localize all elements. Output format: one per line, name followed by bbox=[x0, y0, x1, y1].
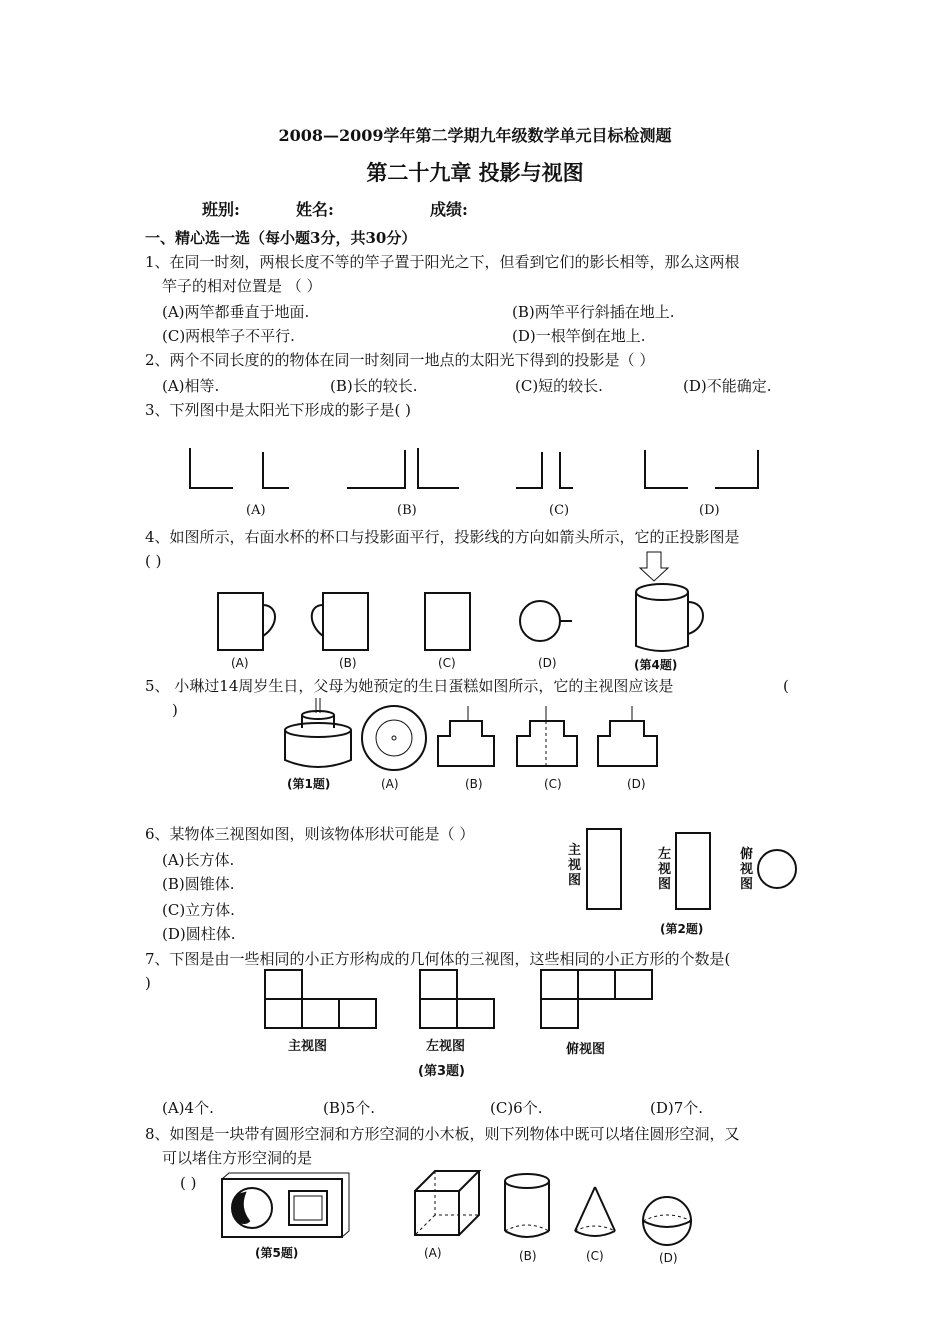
q8-figures bbox=[215, 1165, 725, 1250]
q4-figure-d bbox=[520, 601, 572, 641]
q8-figure-sphere bbox=[643, 1197, 691, 1245]
name-label: 姓名: bbox=[296, 200, 334, 219]
q4-stem-line1: 4、如图所示，右面水杯的杯口与投影面平行，投影线的方向如箭头所示，它的正投影图是 bbox=[145, 528, 740, 546]
q5-figure-cake bbox=[285, 698, 351, 767]
q4-cup-figures bbox=[210, 550, 710, 660]
q6-caption: (第2题) bbox=[660, 922, 704, 936]
q8-caption: (第5题) bbox=[255, 1246, 299, 1260]
q3-stem: 3、下列图中是太阳光下形成的影子是( ) bbox=[145, 401, 412, 419]
q5-label-a: (A) bbox=[381, 777, 399, 791]
q6-option-c: (C)立方体. bbox=[162, 901, 235, 919]
q4-figure-c bbox=[425, 593, 470, 650]
q7-option-c: (C)6个. bbox=[490, 1099, 543, 1117]
q5-stem-line1: 5、 小琳过14周岁生日，父母为她预定的生日蛋糕如图所示，它的主视图应该是 bbox=[145, 677, 674, 695]
q1-option-a: (A)两竿都垂直于地面. bbox=[162, 303, 310, 321]
q6-stem: 6、某物体三视图如图，则该物体形状可能是（ ） bbox=[145, 825, 475, 843]
q5-label-d: (D) bbox=[627, 777, 646, 791]
q4-label-d: (D) bbox=[538, 656, 557, 670]
q8-stem-line2: 可以堵住方形空洞的是 bbox=[162, 1149, 313, 1167]
q3-figure-d bbox=[645, 450, 758, 488]
q2-option-b: (B)长的较长. bbox=[330, 377, 418, 395]
section-heading: 一、精心选一选（每小题3分，共30分） bbox=[145, 229, 417, 247]
q8-label-d: (D) bbox=[659, 1251, 678, 1265]
q6-option-a: (A)长方体. bbox=[162, 851, 235, 869]
chapter-title: 第二十九章 投影与视图 bbox=[366, 160, 584, 185]
q1-option-b: (B)两竿平行斜插在地上. bbox=[512, 303, 675, 321]
q2-stem: 2、两个不同长度的的物体在同一时刻同一地点的太阳光下得到的投影是（ ） bbox=[145, 351, 655, 369]
q5-label-b: (B) bbox=[465, 777, 483, 791]
q3-figure-a bbox=[190, 448, 289, 488]
q6-top-view-label: 俯 视 图 bbox=[740, 847, 754, 892]
q6-option-b: (B)圆锥体. bbox=[162, 875, 235, 893]
q4-label-b: (B) bbox=[339, 656, 357, 670]
q6-left-view bbox=[676, 833, 710, 909]
q5-figure-c bbox=[517, 706, 577, 766]
q4-figure-cup bbox=[636, 552, 703, 651]
q7-stem-line2: ) bbox=[145, 974, 151, 992]
q7-stem-line1: 7、下图是由一些相同的小正方形构成的几何体的三视图，这些相同的小正方形的个数是( bbox=[145, 950, 731, 968]
q6-main-view-label: 主 视 图 bbox=[568, 843, 582, 888]
q7-caption: (第3题) bbox=[418, 1064, 465, 1079]
q7-main-view bbox=[265, 970, 376, 1028]
q1-stem-line1: 1、在同一时刻，两根长度不等的竿子置于阳光之下，但看到它们的影长相等，那么这两根 bbox=[145, 253, 740, 271]
q1-option-d: (D)一根竿倒在地上. bbox=[512, 327, 646, 345]
q3-label-c: (C) bbox=[549, 503, 570, 518]
q5-figure-a bbox=[362, 706, 426, 770]
q7-left-view-label: 左视图 bbox=[426, 1039, 466, 1054]
q8-label-c: (C) bbox=[586, 1249, 604, 1263]
q7-top-view-label: 俯视图 bbox=[566, 1042, 606, 1057]
q4-figure-b bbox=[312, 593, 368, 650]
q3-shadow-figures bbox=[180, 440, 780, 500]
q8-label-a: (A) bbox=[424, 1246, 442, 1260]
q8-figure-cylinder bbox=[505, 1174, 549, 1237]
q8-label-b: (B) bbox=[519, 1249, 537, 1263]
q2-option-c: (C)短的较长. bbox=[515, 377, 603, 395]
q3-label-b: (B) bbox=[397, 503, 417, 518]
q3-figure-c bbox=[516, 452, 573, 488]
q4-figure-a bbox=[218, 593, 275, 650]
q4-label-c: (C) bbox=[438, 656, 456, 670]
q7-three-views bbox=[260, 965, 660, 1035]
q7-option-d: (D)7个. bbox=[650, 1099, 704, 1117]
q1-option-c: (C)两根竿子不平行. bbox=[162, 327, 295, 345]
q4-caption: (第4题) bbox=[634, 658, 678, 672]
exam-title: 2008—2009学年第二学期九年级数学单元目标检测题 bbox=[278, 126, 672, 145]
q3-label-d: (D) bbox=[699, 503, 720, 518]
q7-option-a: (A)4个. bbox=[162, 1099, 214, 1117]
q8-figure-board bbox=[222, 1173, 349, 1237]
q5-stem-line2: ) bbox=[172, 701, 178, 719]
q5-cake-figures bbox=[280, 690, 680, 780]
q5-caption: (第1题) bbox=[287, 777, 331, 791]
q5-label-c: (C) bbox=[544, 777, 562, 791]
q8-figure-cube bbox=[415, 1171, 479, 1235]
q5-paren-open: ( bbox=[783, 677, 789, 695]
q6-main-view bbox=[587, 829, 621, 909]
score-label: 成绩: bbox=[430, 200, 468, 219]
q4-label-a: (A) bbox=[231, 656, 249, 670]
q8-stem-line1: 8、如图是一块带有圆形空洞和方形空洞的小木板，则下列物体中既可以堵住圆形空洞，又 bbox=[145, 1125, 740, 1143]
q6-option-d: (D)圆柱体. bbox=[162, 925, 236, 943]
q2-option-a: (A)相等. bbox=[162, 377, 220, 395]
q5-figure-d bbox=[598, 706, 657, 766]
class-label: 班别: bbox=[202, 200, 240, 219]
q7-left-view bbox=[420, 970, 494, 1028]
q4-stem-line2: ( ) bbox=[145, 552, 162, 570]
q8-answer-paren: ( ) bbox=[180, 1174, 197, 1192]
q7-top-view bbox=[541, 970, 652, 1028]
q8-figure-cone bbox=[575, 1187, 615, 1236]
q7-main-view-label: 主视图 bbox=[288, 1039, 328, 1054]
q2-option-d: (D)不能确定. bbox=[683, 377, 772, 395]
q1-stem-line2: 竿子的相对位置是 （ ） bbox=[162, 277, 322, 295]
q7-option-b: (B)5个. bbox=[323, 1099, 376, 1117]
q6-three-views bbox=[580, 825, 810, 915]
q6-top-view bbox=[758, 850, 796, 888]
q3-figure-b bbox=[347, 448, 459, 488]
q3-label-a: (A) bbox=[246, 503, 266, 518]
q5-figure-b bbox=[438, 706, 494, 766]
q6-left-view-label: 左 视 图 bbox=[658, 847, 672, 892]
